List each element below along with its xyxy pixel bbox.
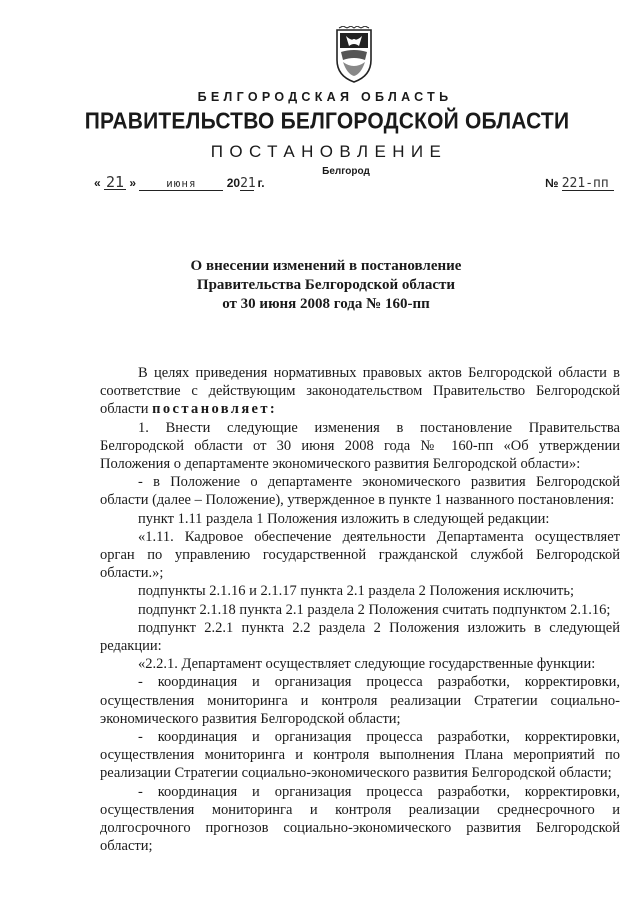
title-line: Правительства Белгородской области: [196, 277, 456, 293]
city-name: Белгород: [322, 166, 370, 177]
preamble-paragraph: [100, 364, 620, 419]
body-paragraph: подпункты 2.1.16 и 2.1.17 пункта 2.1 раздела 2 Положения исключить;: [138, 583, 575, 600]
body-paragraph: - в Положение о департаменте экономического развития Белгородской области (далее – Положение), утвержденное в пункте 1 названного постановления:: [100, 474, 620, 509]
number-label: №: [545, 176, 559, 190]
document-body: [100, 364, 620, 855]
document-title: [0, 257, 640, 314]
body-paragraph: подпункт 2.1.18 пункта 2.1 раздела 2 Положения считать подпунктом 2.1.16;: [138, 601, 611, 618]
date-close-quote: »: [129, 176, 137, 190]
government-name: ПРАВИТЕЛЬСТВО БЕЛГОРОДСКОЙ ОБЛАСТИ: [84, 108, 570, 135]
belgorod-coat-of-arms-icon: [329, 26, 379, 84]
date-open-quote: «: [94, 176, 101, 190]
body-paragraph: «1.11. Кадровое обеспечение деятельности Департамента осуществляет орган по управлению государственной гражданской службой Белгородской области.»;: [100, 528, 620, 582]
body-paragraph: 1. Внести следующие изменения в постановление Правительства Белгородской области от 30 июня 2008 года № 160-пп «Об утверждении Положения о департаменте экономического развития Белгородской области»:: [100, 419, 620, 473]
date-year-suffix: 21: [240, 176, 256, 191]
resolves-word: постановляет:: [152, 401, 278, 418]
date-year-prefix: 20: [226, 176, 241, 190]
body-paragraph: - координация и организация процесса разработки, корректировки, осуществления мониторинга и контроля реализации Стратегии социально-экономического развития Белгородской области;: [100, 674, 620, 727]
title-line: от 30 июня 2008 года № 160-пп: [222, 296, 430, 312]
date-month: июня: [139, 177, 223, 191]
body-paragraph: подпункт 2.2.1 пункта 2.2 раздела 2 Положения изложить в следующей редакции:: [100, 619, 620, 655]
document-type: ПОСТАНОВЛЕНИЕ: [210, 142, 448, 161]
body-paragraph: пункт 1.11 раздела 1 Положения изложить в следующей редакции:: [138, 510, 550, 527]
body-paragraph: - координация и организация процесса разработки, корректировки, осуществления мониторинга и контроля реализации среднесрочного и долгосрочного прогнозов социально-экономического развития Белгородской области;: [100, 783, 620, 855]
region-name: БЕЛГОРОДСКАЯ ОБЛАСТЬ: [197, 90, 453, 104]
date-year-unit: г.: [257, 176, 265, 190]
body-paragraph: «2.2.1. Департамент осуществляет следующие государственные функции:: [138, 656, 596, 673]
preamble-text: В целях приведения нормативных правовых актов Белгородской области в соответствие с действующим законодательством Правительство Белгородской области: [100, 365, 620, 418]
title-line: О внесении изменений в постановление: [190, 258, 462, 274]
date-day: 21: [106, 173, 125, 191]
document-date: [94, 173, 265, 191]
document-number: [545, 176, 614, 191]
number-value: 221-пп: [562, 177, 614, 191]
body-paragraph: - координация и организация процесса разработки, корректировки, осуществления мониторинга и контроля выполнения Плана мероприятий по реализации Стратегии социально-экономического развития Белгородской области;: [100, 729, 620, 782]
